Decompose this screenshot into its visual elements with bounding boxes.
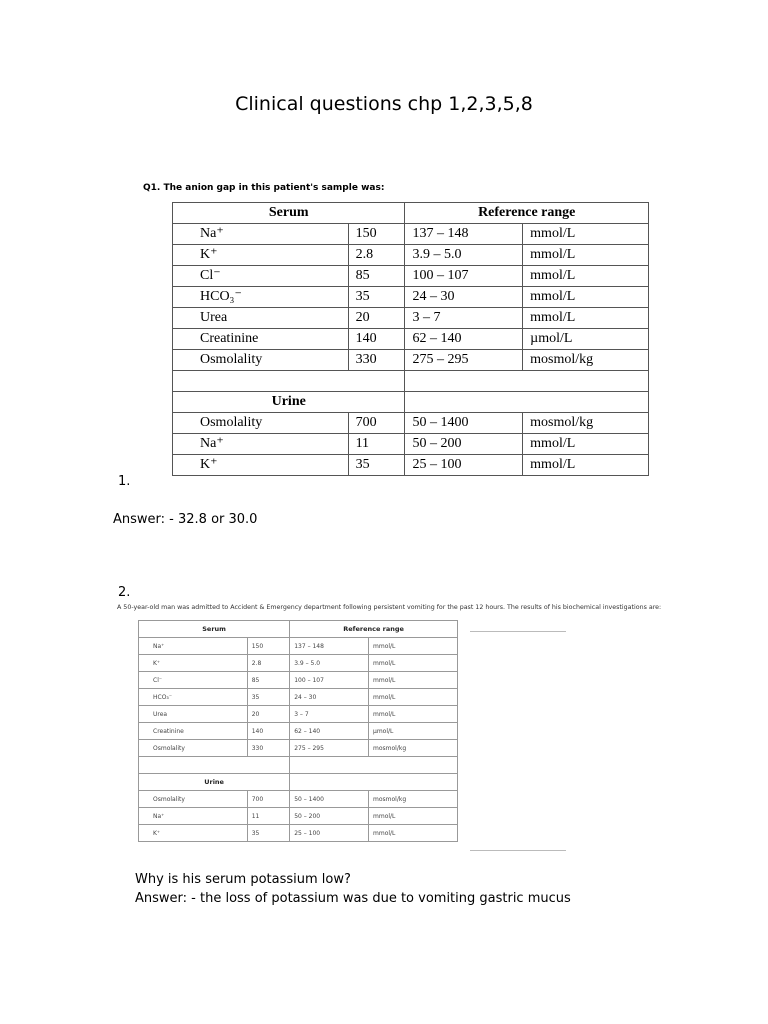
reference-range: 62 – 140 bbox=[405, 329, 523, 350]
table-row bbox=[173, 287, 649, 308]
unit: mmol/L bbox=[369, 808, 458, 825]
urine-header: Urine bbox=[139, 774, 290, 791]
question-1-results-table bbox=[172, 202, 649, 476]
table-row bbox=[173, 224, 649, 245]
analyte-value: 11 bbox=[247, 808, 289, 825]
unit: mmol/L bbox=[369, 672, 458, 689]
unit: mmol/L bbox=[369, 638, 458, 655]
unit: mmol/L bbox=[369, 825, 458, 842]
analyte-value: 330 bbox=[348, 350, 405, 371]
reference-range: 24 – 30 bbox=[405, 287, 523, 308]
table-row bbox=[139, 808, 458, 825]
table-row bbox=[173, 266, 649, 287]
reference-range: 50 – 200 bbox=[290, 808, 369, 825]
serum-header: Serum bbox=[139, 621, 290, 638]
page-title: Clinical questions chp 1,2,3,5,8 bbox=[235, 93, 533, 115]
table-row bbox=[173, 434, 649, 455]
analyte-name: K⁺ bbox=[139, 825, 248, 842]
question-1-answer: Answer: - 32.8 or 30.0 bbox=[113, 512, 258, 527]
question-2-answer: Answer: - the loss of potassium was due to vomiting gastric mucus bbox=[135, 891, 571, 906]
analyte-name: Urea bbox=[173, 308, 349, 329]
reference-range: 24 – 30 bbox=[290, 689, 369, 706]
empty-row bbox=[139, 757, 458, 774]
table-row bbox=[173, 329, 649, 350]
reference-range: 3 – 7 bbox=[290, 706, 369, 723]
unit: mmol/L bbox=[523, 455, 649, 476]
unit: mmol/L bbox=[523, 287, 649, 308]
analyte-value: 140 bbox=[247, 723, 289, 740]
reference-range: 137 – 148 bbox=[290, 638, 369, 655]
analyte-name: Cl⁻ bbox=[139, 672, 248, 689]
empty-row bbox=[173, 371, 649, 392]
table-row bbox=[173, 245, 649, 266]
table-row bbox=[173, 308, 649, 329]
reference-range: 3.9 – 5.0 bbox=[405, 245, 523, 266]
analyte-name: Creatinine bbox=[139, 723, 248, 740]
question-2-question: Why is his serum potassium low? bbox=[135, 872, 351, 887]
reference-range: 275 – 295 bbox=[290, 740, 369, 757]
unit: mosmol/kg bbox=[369, 791, 458, 808]
reference-range: 25 – 100 bbox=[290, 825, 369, 842]
table-row bbox=[139, 655, 458, 672]
unit: mosmol/kg bbox=[523, 350, 649, 371]
analyte-name: Na⁺ bbox=[173, 434, 349, 455]
reference-range: 275 – 295 bbox=[405, 350, 523, 371]
analyte-name: Urea bbox=[139, 706, 248, 723]
analyte-value: 35 bbox=[247, 825, 289, 842]
unit: µmol/L bbox=[523, 329, 649, 350]
analyte-name: HCO₃⁻ bbox=[173, 287, 349, 308]
unit: mmol/L bbox=[523, 224, 649, 245]
unit: mmol/L bbox=[523, 266, 649, 287]
answer-blank-line bbox=[470, 631, 566, 632]
reference-range: 137 – 148 bbox=[405, 224, 523, 245]
analyte-name: Na⁺ bbox=[139, 638, 248, 655]
analyte-name: K⁺ bbox=[173, 245, 349, 266]
table-row bbox=[173, 413, 649, 434]
table-row bbox=[173, 350, 649, 371]
unit: mmol/L bbox=[369, 689, 458, 706]
analyte-value: 140 bbox=[348, 329, 405, 350]
question-2-results-table bbox=[138, 620, 458, 842]
reference-range: 3.9 – 5.0 bbox=[290, 655, 369, 672]
table-row bbox=[139, 689, 458, 706]
table-row bbox=[139, 825, 458, 842]
reference-range: 100 – 107 bbox=[405, 266, 523, 287]
analyte-value: 2.8 bbox=[348, 245, 405, 266]
answer-blank-line bbox=[470, 850, 566, 851]
analyte-value: 35 bbox=[348, 455, 405, 476]
question-1-caption: Q1. The anion gap in this patient's sample was: bbox=[143, 183, 385, 193]
question-2-number: 2. bbox=[118, 585, 131, 600]
analyte-name: K⁺ bbox=[173, 455, 349, 476]
unit: mmol/L bbox=[369, 706, 458, 723]
reference-range: 3 – 7 bbox=[405, 308, 523, 329]
unit: µmol/L bbox=[369, 723, 458, 740]
table-row bbox=[139, 638, 458, 655]
analyte-value: 150 bbox=[247, 638, 289, 655]
analyte-name: Osmolality bbox=[173, 413, 349, 434]
analyte-name: HCO₃⁻ bbox=[139, 689, 248, 706]
reference-range: 62 – 140 bbox=[290, 723, 369, 740]
table-row bbox=[139, 723, 458, 740]
analyte-value: 700 bbox=[247, 791, 289, 808]
analyte-value: 35 bbox=[247, 689, 289, 706]
serum-header: Serum bbox=[173, 203, 405, 224]
question-1-number: 1. bbox=[118, 474, 131, 489]
table-row bbox=[139, 706, 458, 723]
table-row bbox=[139, 672, 458, 689]
table-row bbox=[139, 740, 458, 757]
analyte-name: Osmolality bbox=[173, 350, 349, 371]
reference-range: 50 – 1400 bbox=[405, 413, 523, 434]
unit: mmol/L bbox=[523, 308, 649, 329]
analyte-name: Creatinine bbox=[173, 329, 349, 350]
analyte-value: 35 bbox=[348, 287, 405, 308]
analyte-name: Cl⁻ bbox=[173, 266, 349, 287]
analyte-value: 2.8 bbox=[247, 655, 289, 672]
analyte-value: 20 bbox=[348, 308, 405, 329]
reference-range: 50 – 200 bbox=[405, 434, 523, 455]
analyte-name: K⁺ bbox=[139, 655, 248, 672]
analyte-value: 11 bbox=[348, 434, 405, 455]
reference-range: 25 – 100 bbox=[405, 455, 523, 476]
analyte-name: Osmolality bbox=[139, 740, 248, 757]
reference-range: 50 – 1400 bbox=[290, 791, 369, 808]
unit: mosmol/kg bbox=[523, 413, 649, 434]
unit: mmol/L bbox=[523, 245, 649, 266]
unit: mmol/L bbox=[523, 434, 649, 455]
analyte-value: 85 bbox=[348, 266, 405, 287]
table-row bbox=[139, 791, 458, 808]
reference-range-header: Reference range bbox=[290, 621, 458, 638]
analyte-value: 700 bbox=[348, 413, 405, 434]
reference-range-header: Reference range bbox=[405, 203, 649, 224]
question-2-caption: A 50-year-old man was admitted to Accident & Emergency department following persistent vomiting for the past 12 hours. The results of his biochemical investigations are: bbox=[117, 604, 662, 611]
unit: mosmol/kg bbox=[369, 740, 458, 757]
analyte-value: 85 bbox=[247, 672, 289, 689]
analyte-value: 150 bbox=[348, 224, 405, 245]
analyte-name: Na⁺ bbox=[139, 808, 248, 825]
analyte-value: 20 bbox=[247, 706, 289, 723]
reference-range: 100 – 107 bbox=[290, 672, 369, 689]
analyte-name: Osmolality bbox=[139, 791, 248, 808]
unit: mmol/L bbox=[369, 655, 458, 672]
urine-header: Urine bbox=[173, 392, 405, 413]
analyte-value: 330 bbox=[247, 740, 289, 757]
table-row bbox=[173, 455, 649, 476]
analyte-name: Na⁺ bbox=[173, 224, 349, 245]
